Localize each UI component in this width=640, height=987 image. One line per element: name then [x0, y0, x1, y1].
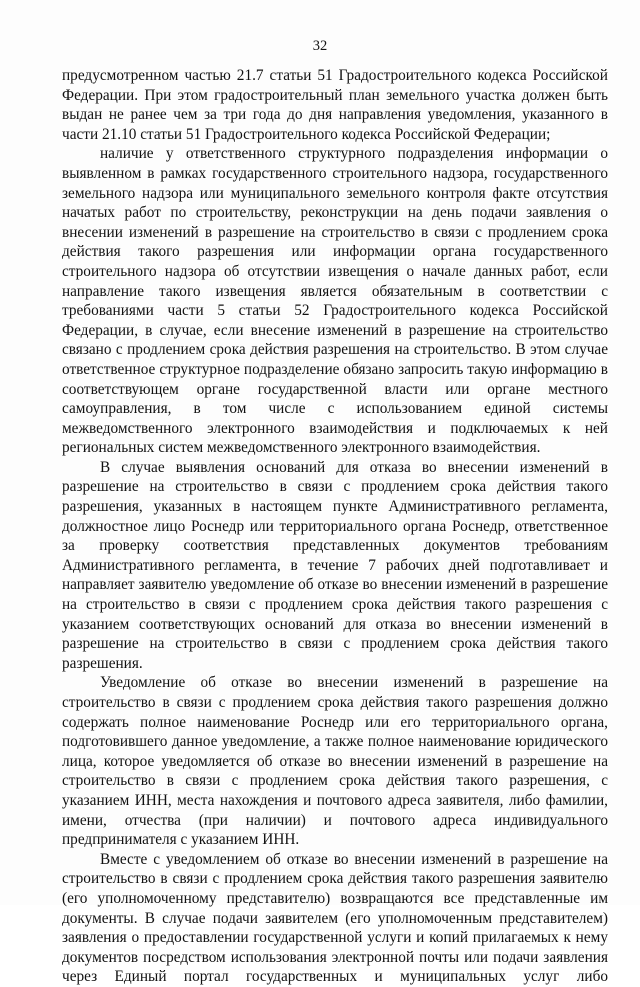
paragraph-information-availability: наличие у ответственного структурного подразделения информации о выявленном в рамках государственного строительного надзора, государственного земельного надзора или муниципального земельного контроля факте отсутствия начатых работ по строительству, реконструкции на день подачи заявления о внесении изменений в разрешение на строительство в связи с продлением срока действия такого разрешения или информации органа государственного строительного надзора об отсутствии извещения о начале данных работ, если направление такого извещения является обязательным в соответствии с требованиями части 5 статьи 52 Градостроительного кодекса Российской Федерации, в случае, если внесение изменений в разрешение на строительство связано с продлением срока действия разрешения на строительство. В этом случае ответственное структурное подразделение обязано запросить такую информацию в соответствующем органе государственной власти или органе местного самоуправления, в том числе с использованием единой системы межведомственного электронного взаимодействия и подключаемых к ней региональных систем межведомственного электронного взаимодействия. [62, 145, 608, 457]
paragraph-document-return: Вместе с уведомлением об отказе во внесении изменений в разрешение на строительство в связи с продлением срока действия такого разрешения заявителю (его уполномоченному представителю) возвращаются все представленные им документы. В случае подачи заявителем (его уполномоченным представителем) заявления о предоставлении государственной услуги и копий прилагаемых к нему документов посредством использования электронной почты или подачи заявления через Единый портал государственных и муниципальных услуг либо [62, 850, 608, 986]
document-body [62, 66, 608, 987]
paragraph-refusal-grounds: В случае выявления оснований для отказа во внесении изменений в разрешение на строительство в связи с продлением срока действия такого разрешения, указанных в настоящем пункте Административного регламента, должностное лицо Роснедр или территориального органа Роснедр, ответственное за проверку соответствия представленных документов требованиям Административного регламента, в течение 7 рабочих дней подготавливает и направляет заявителю уведомление об отказе во внесении изменений в разрешение на строительство в связи с продлением срока действия такого разрешения с указанием соответствующих оснований для отказа во внесении изменений в разрешение на строительство в связи с продлением срока действия такого разрешения. [62, 458, 608, 672]
paragraph-continuation: предусмотренном частью 21.7 статьи 51 Градостроительного кодекса Российской Федерации. При этом градостроительный план земельного участка должен быть выдан не ранее чем за три года до дня направления уведомления, указанного в части 21.10 статьи 51 Градостроительного кодекса Российской Федерации; [62, 67, 608, 143]
page-number: 32 [312, 38, 328, 54]
paragraph-refusal-notice-content: Уведомление об отказе во внесении изменений в разрешение на строительство в связи с продлением срока действия такого разрешения должно содержать полное наименование Роснедр или его территориального органа, подготовившего данное уведомление, а также полное наименование юридического лица, которое уведомляется об отказе во внесении изменений в разрешение на строительство в связи с продлением срока действия такого разрешения, с указанием ИНН, места нахождения и почтового адреса заявителя, либо фамилии, имени, отчества (при наличии) и почтового адреса индивидуального предпринимателя с указанием ИНН. [62, 674, 608, 849]
